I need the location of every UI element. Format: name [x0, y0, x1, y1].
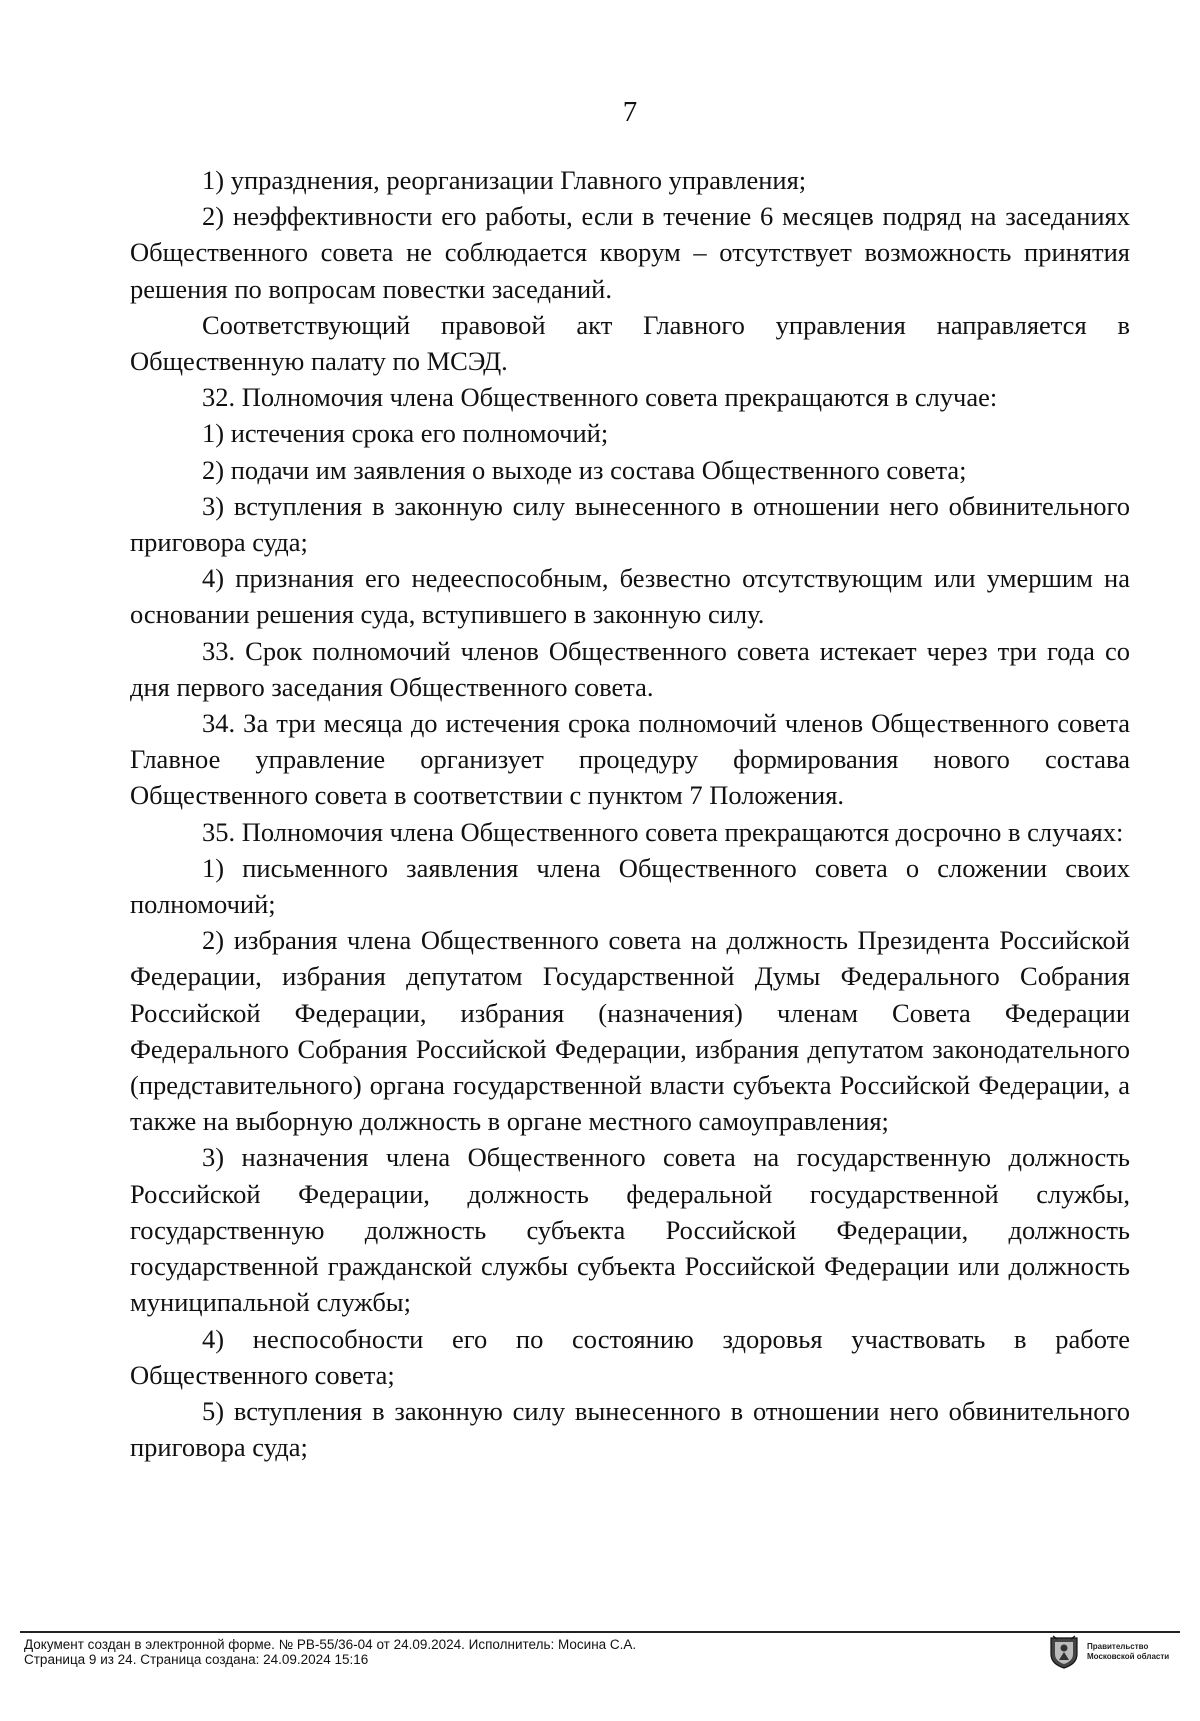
paragraph-item: 3) назначения члена Общественного совета на государственную должность Российской Федерации, должность федеральной государственной службы, государственную должность субъекта Российской Федерации, должность государственной гражданской службы субъекта Российской Федерации или должность муниципальной службы; — [130, 1142, 1130, 1318]
paragraph-item: 33. Срок полномочий членов Общественного совета истекает через три года со дня первого заседания Общественного совета. — [130, 635, 1130, 702]
paragraph-item: 35. Полномочия члена Общественного совета прекращаются досрочно в случаях: — [202, 816, 1124, 847]
paragraph-item: 3) вступления в законную силу вынесенного в отношении него обвинительного приговора суда; — [130, 490, 1130, 558]
paragraph-item: 2) избрания члена Общественного совета на должность Президента Российской Федерации, избрания депутатом Государственной Думы Федерального Собрания Российской Федерации, избрания (назначения) членам Совета Федерации Федерального Собрания Российской Федерации, избрания депутатом законодательного (представительного) органа государственной власти субъекта Российской Федерации, а также на выборную должность в органе местного самоуправления; — [130, 925, 1130, 1137]
paragraph-item: 1) письменного заявления члена Общественного совета о сложении своих полномочий; — [130, 852, 1130, 920]
organization-name-line: Московской области — [1087, 1652, 1170, 1661]
page-number: 7 — [622, 96, 638, 128]
footer-page-line: Страница 9 из 24. Страница создана: 24.09.2024 15:16 — [24, 1652, 369, 1667]
paragraph-item: 5) вступления в законную силу вынесенного в отношении него обвинительного приговора суда; — [130, 1395, 1130, 1463]
footer-info — [24, 1637, 636, 1667]
paragraph-item: 34. За три месяца до истечения срока полномочий членов Общественного совета Главное управление организует процедуру формирования нового состава Общественного совета в соответствии с пунктом 7 Положения. — [130, 708, 1130, 811]
paragraph-item: 2) подачи им заявления о выходе из состава Общественного совета; — [202, 454, 967, 485]
footer-divider — [20, 1631, 1180, 1633]
paragraph-item: 32. Полномочия члена Общественного совета прекращаются в случае: — [202, 382, 998, 413]
paragraph-item: 1) упразднения, реорганизации Главного управления; — [202, 165, 807, 195]
paragraph-item: Соответствующий правовой акт Главного управления направляется в Общественную палату по МСЭД. — [130, 309, 1130, 377]
document-body — [130, 162, 1130, 1465]
paragraph-item: 4) неспособности его по состоянию здоровья участвовать в работе Общественного совета; — [130, 1323, 1130, 1390]
paragraph-item: 2) неэффективности его работы, если в течение 6 месяцев подряд на заседаниях Общественного совета не соблюдается кворум – отсутствует возможность принятия решения по вопросам повестки заседаний. — [130, 201, 1130, 304]
coat-of-arms-icon — [1047, 1634, 1081, 1670]
government-logo — [1047, 1634, 1197, 1670]
paragraph-item: 4) признания его недееспособным, безвестно отсутствующим или умершим на основании решения суда, вступившего в законную силу. — [130, 563, 1130, 630]
organization-name — [1087, 1642, 1197, 1662]
paragraph-item: 1) истечения срока его полномочий; — [202, 418, 609, 449]
footer-document-line: Документ создан в электронной форме. № РВ-55/36-04 от 24.09.2024. Исполнитель: Мосина С.А. — [24, 1637, 637, 1652]
organization-name-line: Правительство — [1087, 1642, 1149, 1651]
